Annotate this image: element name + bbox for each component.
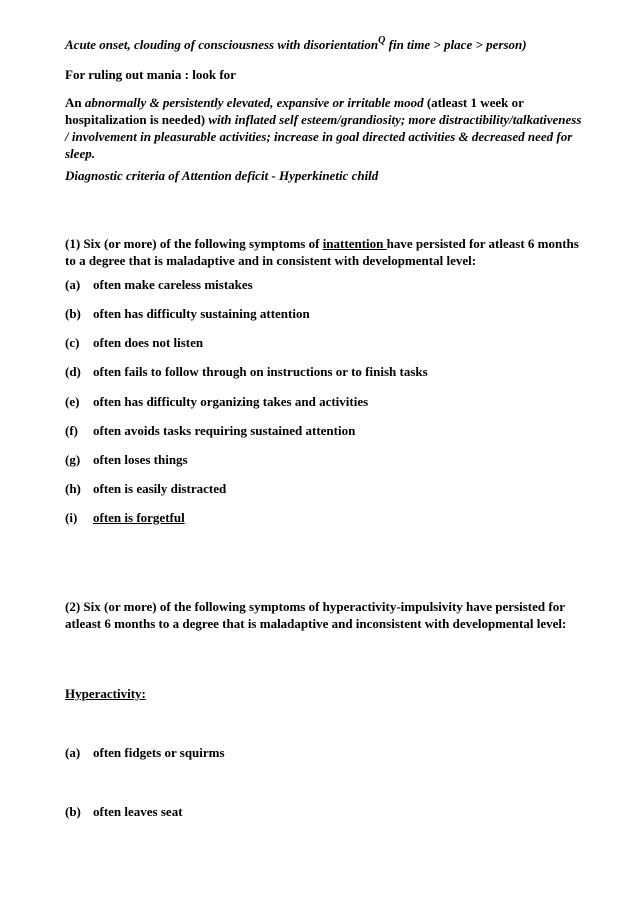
item-label: (e) xyxy=(65,394,80,409)
hyperactivity-intro: (2) Six (or more) of the following symptoms of hyperactivity-impulsivity have persisted for atleast 6 months to a degree that is maladaptive and inconsistent with developmental level: xyxy=(65,599,567,631)
list-item xyxy=(65,276,585,293)
inattention-intro xyxy=(65,235,585,269)
list-item xyxy=(65,451,585,468)
mania-heading: For ruling out mania : look for xyxy=(65,67,236,82)
list-item xyxy=(65,363,585,380)
list-item xyxy=(65,334,585,351)
item-text: often leaves seat xyxy=(93,804,183,819)
item-text: often has difficulty sustaining attention xyxy=(93,306,310,321)
delirium-text-end: fin time > place > person) xyxy=(385,37,527,52)
list-item xyxy=(65,393,585,410)
mania-an: An xyxy=(65,95,85,110)
item-label: (a) xyxy=(65,277,81,292)
item-label: (g) xyxy=(65,452,81,467)
list-item xyxy=(65,744,585,761)
mania-duration: (atleast 1 week or hospitalization is needed) xyxy=(65,95,524,127)
list-item xyxy=(65,803,585,820)
mania-paragraph xyxy=(65,94,585,162)
item-label: (h) xyxy=(65,481,81,496)
item-text: often does not listen xyxy=(93,335,204,350)
delirium-superscript: Q xyxy=(378,35,386,46)
item-label: (f) xyxy=(65,423,78,438)
list-item xyxy=(65,480,585,497)
item-label: (i) xyxy=(65,510,78,525)
delirium-line xyxy=(65,36,585,55)
item-label: (a) xyxy=(65,745,81,760)
delirium-text: Acute onset, clouding of consciousness with disorientation xyxy=(65,37,379,52)
item-text: often avoids tasks requiring sustained attention xyxy=(93,423,356,438)
item-text: often has difficulty organizing takes and activities xyxy=(93,394,369,409)
item-label: (c) xyxy=(65,335,80,350)
item-text: often is easily distracted xyxy=(93,481,227,496)
mania-mood: abnormally & persistently elevated, expansive or irritable mood xyxy=(84,95,424,110)
list-item xyxy=(65,509,585,526)
item-label: (d) xyxy=(65,364,81,379)
item-text: often fidgets or squirms xyxy=(93,745,225,760)
item-text: often fails to follow through on instructions or to finish tasks xyxy=(93,364,428,379)
adhd-title: Diagnostic criteria of Attention deficit - Hyperkinetic child xyxy=(65,168,379,183)
list-item xyxy=(65,305,585,322)
list-item xyxy=(65,422,585,439)
item-label: (b) xyxy=(65,804,81,819)
inattention-intro-b: have persisted for atleast 6 months to a degree that is maladaptive and in consistent with developmental level: xyxy=(65,236,579,268)
hyperactivity-heading: Hyperactivity: xyxy=(65,686,146,701)
mania-features: with inflated self esteem/grandiosity; more distractibility/talkativeness / involvement in pleasurable activities; increase in goal directed activities & decreased need for sleep. xyxy=(65,112,582,161)
item-label: (b) xyxy=(65,306,81,321)
inattention-intro-a: (1) Six (or more) of the following symptoms of xyxy=(65,236,323,251)
item-text: often make careless mistakes xyxy=(93,277,253,292)
item-text: often is forgetful xyxy=(93,510,185,525)
inattention-term: inattention xyxy=(322,236,387,251)
item-text: often loses things xyxy=(93,452,188,467)
